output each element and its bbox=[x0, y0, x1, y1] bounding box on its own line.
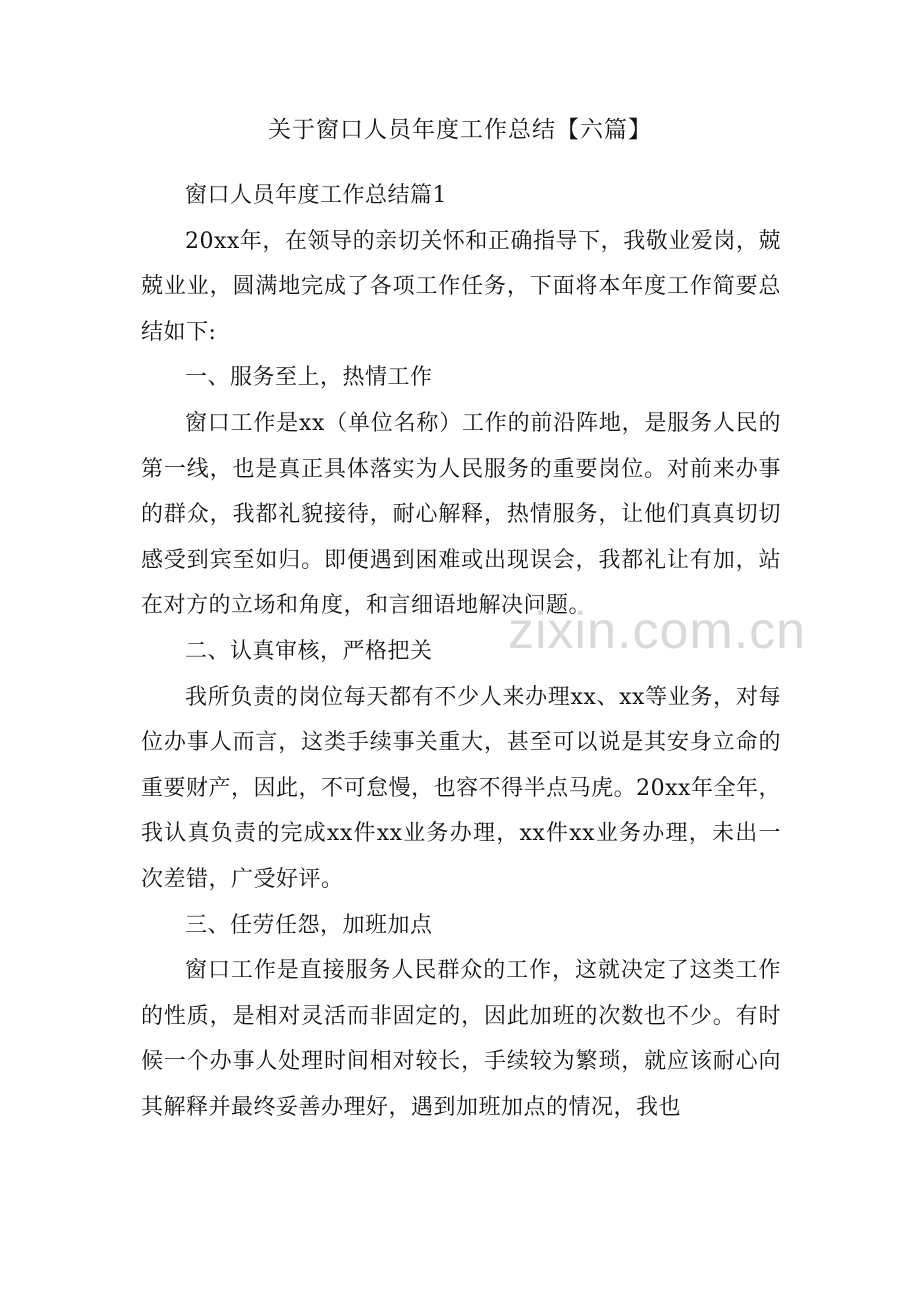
section-heading: 三、任劳任怨，加班加点 bbox=[185, 912, 433, 938]
body-paragraph: 窗口工作是直接服务人民群众的工作，这就决定了这类工作的性质，是相对灵活而非固定的，因此加班的次数也不少。有时候一个办事人处理时间相对较长，手续较为繁琐，就应该耐心向其解释并最终妥善办理好，遇到加班加点的情况，我也 bbox=[141, 958, 781, 1120]
section-heading: 窗口人员年度工作总结篇1 bbox=[185, 183, 447, 208]
watermark-text: zixin.com.cn bbox=[508, 602, 807, 660]
section-heading: 一、服务至上，热情工作 bbox=[185, 365, 433, 391]
document-title: 关于窗口人员年度工作总结【六篇】 bbox=[268, 117, 652, 143]
body-paragraph: 窗口工作是xx（单位名称）工作的前沿阵地，是服务人民的第一线，也是真正具体落实为人民服务的重要岗位。对前来办事的群众，我都礼貌接待，耐心解释，热情服务，让他们真真切切感受到宾至如归。即便遇到困难或出现误会，我都礼让有加，站在对方的立场和角度，和言细语地解决问题。 bbox=[141, 410, 781, 619]
section-heading: 二、认真审核，严格把关 bbox=[185, 638, 433, 664]
body-paragraph: 20xx年，在领导的亲切关怀和正确指导下，我敬业爱岗，兢兢业业，圆满地完成了各项工作任务，下面将本年度工作简要总结如下: bbox=[141, 228, 781, 345]
body-paragraph: 我所负责的岗位每天都有不少人来办理xx、xx等业务，对每位办事人而言，这类手续事关重大，甚至可以说是其安身立命的重要财产，因此，不可怠慢，也容不得半点马虎。20xx年全年，我认真负责的完成xx件xx业务办理，xx件xx业务办理，未出一次差错，广受好评。 bbox=[141, 684, 781, 892]
